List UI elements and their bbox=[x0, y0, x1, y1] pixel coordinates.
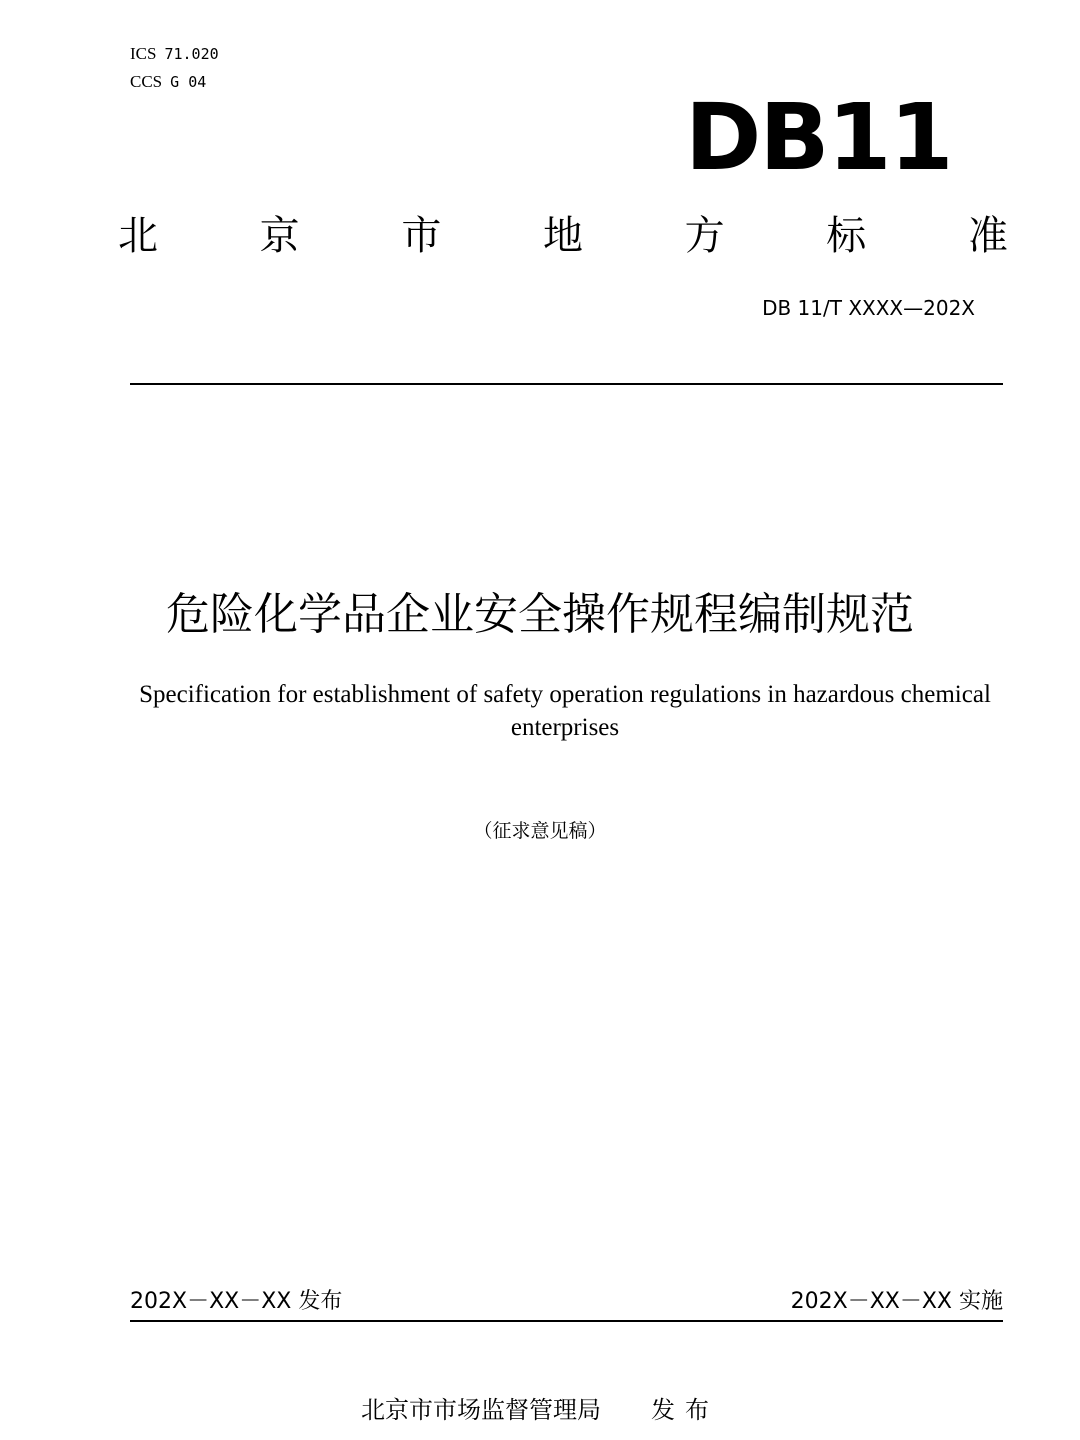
document-title-chinese: 危险化学品企业安全操作规程编制规范 bbox=[166, 589, 914, 640]
draft-status: （征求意见稿） bbox=[473, 820, 607, 842]
document-title-english: Specification for establishment of safety operation regulations in hazardous chemical enterprises bbox=[139, 681, 991, 741]
implementation-date: 202X－XX－XX 实施 bbox=[790, 1289, 1003, 1314]
ics-code: 71.020 bbox=[164, 45, 219, 63]
standard-number: DB 11/T XXXX—202X bbox=[762, 296, 975, 320]
ccs-code: G 04 bbox=[170, 73, 207, 91]
footer-divider bbox=[130, 1320, 1003, 1322]
standard-type-heading bbox=[118, 206, 1008, 266]
standard-type-char: 市 bbox=[401, 213, 442, 259]
header-divider bbox=[130, 383, 1003, 385]
classification-block bbox=[130, 40, 219, 96]
standard-type-char: 地 bbox=[542, 213, 583, 259]
issuer-line bbox=[0, 1392, 1080, 1428]
release-date: 202X－XX－XX 发布 bbox=[130, 1289, 343, 1314]
standard-type-char: 北 bbox=[118, 213, 158, 259]
ccs-line bbox=[130, 68, 219, 96]
ccs-label: CCS bbox=[130, 72, 163, 91]
standard-type-char: 京 bbox=[259, 213, 300, 259]
issuer-verb: 发布 bbox=[651, 1396, 719, 1424]
standard-type-char: 准 bbox=[967, 213, 1008, 259]
dates-row bbox=[130, 1285, 1003, 1319]
ics-label: ICS bbox=[130, 44, 157, 63]
standard-type-char: 标 bbox=[826, 213, 867, 259]
issuer-name: 北京市市场监督管理局 bbox=[361, 1396, 601, 1424]
db11-logo: DB11 bbox=[685, 84, 952, 191]
ics-line bbox=[130, 40, 219, 68]
standard-type-char: 方 bbox=[684, 213, 725, 259]
